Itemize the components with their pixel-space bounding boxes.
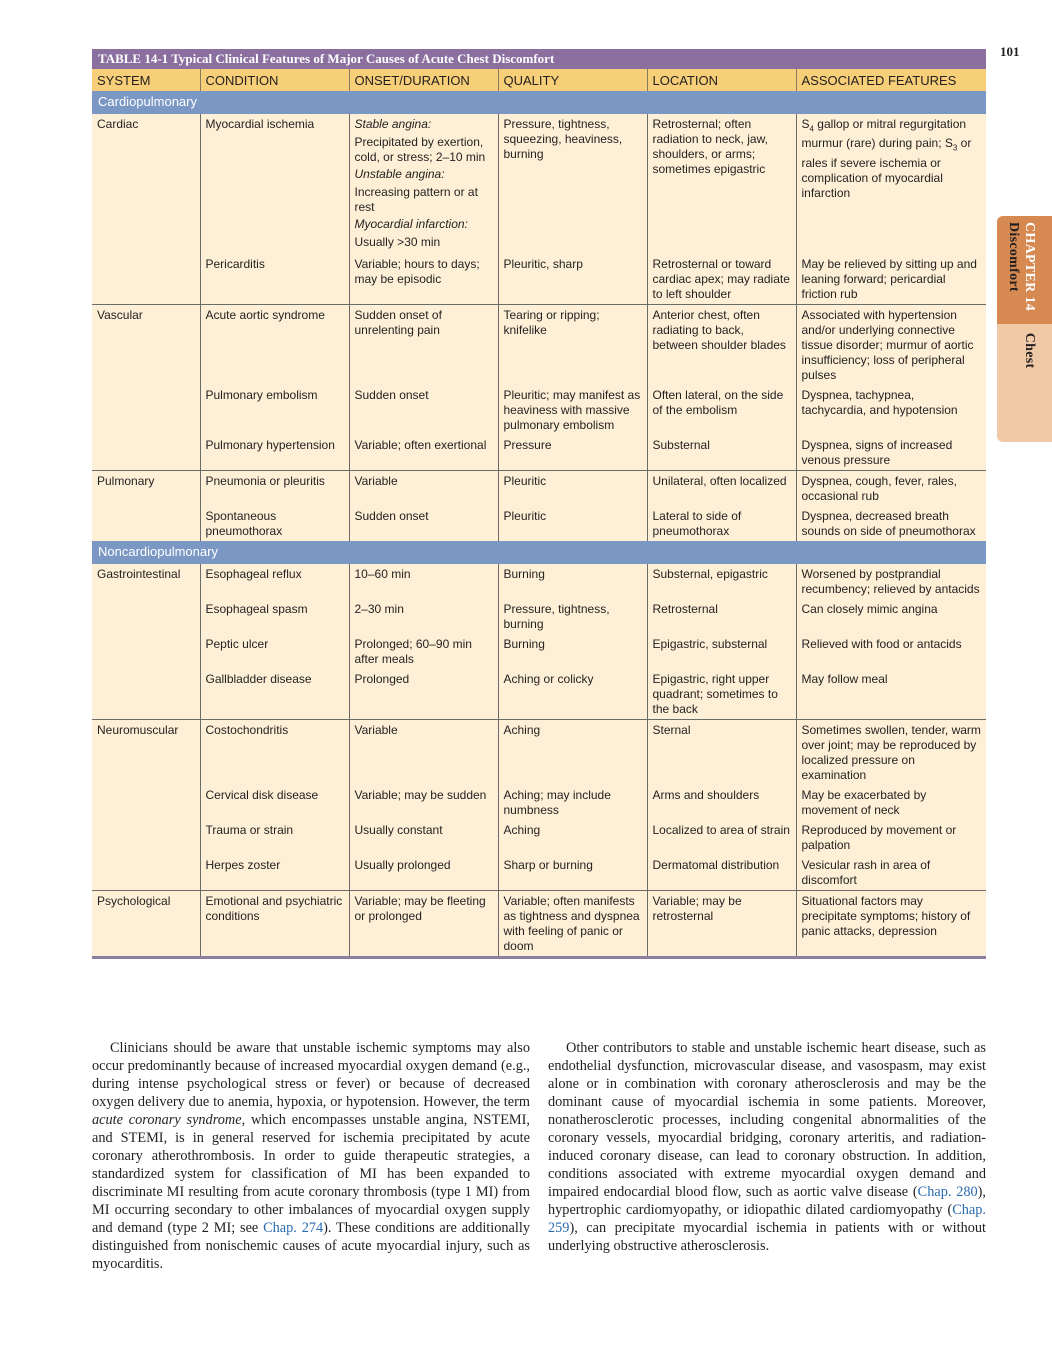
cell-condition: Herpes zoster [200, 855, 349, 891]
cell-system [92, 820, 200, 855]
cell-onset: Prolonged; 60–90 min after meals [349, 634, 498, 669]
section-label: Noncardiopulmonary [92, 541, 986, 564]
cell-quality: Aching [498, 720, 647, 786]
clinical-features-table [92, 49, 986, 959]
cell-onset: Variable; may be fleeting or prolonged [349, 891, 498, 958]
cell-onset: Prolonged [349, 669, 498, 720]
cell-condition: Cervical disk disease [200, 785, 349, 820]
cell-condition: Pericarditis [200, 254, 349, 305]
cell-quality: Pleuritic, sharp [498, 254, 647, 305]
cell-condition: Pulmonary hypertension [200, 435, 349, 471]
unstable-angina-text: Increasing pattern or at rest [354, 185, 478, 214]
cell-quality: Pressure [498, 435, 647, 471]
s4-text: S [801, 117, 810, 131]
s3-subscript: 3 [952, 143, 958, 153]
cell-associated: Vesicular rash in area of discomfort [796, 855, 986, 891]
cell-condition: Emotional and psychiatric conditions [200, 891, 349, 958]
left-text-2: , which encompasses unstable angina, NSTEMI, and STEMI, is in general reserved for ischemia precipitated by acute coronary atherothrombosis. In order to guide therapeutic strategies, a standardized system for classification of MI has been expanded to discriminate MI resulting from acute coronary thrombosis (type 1 MI) from MI occurring secondary to other imbalances of myocardial oxygen supply and demand (type 2 MI; see [92, 1112, 530, 1236]
chapter-title: Chest Discomfort [1006, 222, 1037, 369]
cell-associated: May be exacerbated by movement of neck [796, 785, 986, 820]
cell-associated: Dyspnea, signs of increased venous pressure [796, 435, 986, 471]
body-left-column [92, 1039, 530, 1273]
header-onset: ONSET/DURATION [349, 69, 498, 91]
cell-location: Substernal [647, 435, 796, 471]
cell-location: Substernal, epigastric [647, 564, 796, 599]
chapter-side-tab [997, 216, 1052, 442]
cell-quality: Tearing or ripping; knifelike [498, 305, 647, 386]
table-row [92, 599, 986, 634]
right-text-1: Other contributors to stable and unstable ischemic heart disease, such as endothelial dysfunction, microvascular disease, and vasospasm, may exist alone or in combination with coronary atherosclerosis and may be the dominant cause of myocardial ischemia in some patients. Moreover, nonatherosclerotic processes, including congenital abnormalities of the coronary vessels, myocardial bridging, coronary arteritis, and radiation-induced coronary disease, can lead to coronary obstruction. In addition, conditions associated with extreme myocardial oxygen demand and impaired endocardial blood flow, such as aortic valve disease ( [548, 1040, 986, 1200]
table-row [92, 634, 986, 669]
cell-system [92, 634, 200, 669]
cell-onset: Sudden onset [349, 506, 498, 541]
left-emphasis: acute coronary syndrome [92, 1112, 242, 1128]
cell-associated: Dyspnea, decreased breath sounds on side of pneumothorax [796, 506, 986, 541]
cell-system [92, 669, 200, 720]
left-text-1: Clinicians should be aware that unstable ischemic symptoms may also occur predominantly because of increased myocardial oxygen demand (e.g., during intense psychological stress or fever) or because of decreased oxygen delivery due to anemia, hypoxia, or hypotension. However, the term [92, 1040, 530, 1110]
cell-system [92, 385, 200, 435]
cell-condition: Spontaneous pneumothorax [200, 506, 349, 541]
cell-quality: Pressure, tightness, squeezing, heaviness, burning [498, 114, 647, 254]
cell-onset: Variable [349, 720, 498, 786]
cell-quality: Burning [498, 634, 647, 669]
cell-location: Retrosternal or toward cardiac apex; may radiate to left shoulder [647, 254, 796, 305]
cell-system [92, 435, 200, 471]
cell-location: Often lateral, on the side of the embolism [647, 385, 796, 435]
table-row [92, 820, 986, 855]
left-text-3: ). These conditions are additionally distinguished from nonischemic causes of acute myocardial injury, such as myocarditis. [92, 1220, 530, 1272]
chapter-link-274[interactable]: Chap. 274 [263, 1220, 324, 1236]
table-row [92, 785, 986, 820]
cell-associated: Can closely mimic angina [796, 599, 986, 634]
cell-quality: Pleuritic [498, 506, 647, 541]
cell-location: Arms and shoulders [647, 785, 796, 820]
cell-condition: Peptic ulcer [200, 634, 349, 669]
stable-angina-label: Stable angina: [354, 117, 432, 131]
mi-label: Myocardial infarction: [354, 217, 468, 231]
cell-condition: Gallbladder disease [200, 669, 349, 720]
cell-system [92, 599, 200, 634]
cell-location: Anterior chest, often radiating to back, between shoulder blades [647, 305, 796, 386]
cell-location: Unilateral, often localized [647, 471, 796, 507]
cell-onset: 10–60 min [349, 564, 498, 599]
cell-location: Epigastric, substernal [647, 634, 796, 669]
cell-condition: Esophageal spasm [200, 599, 349, 634]
right-text-2: ), hypertrophic cardiomyopathy, or idiopathic dilated cardiomyopathy ( [548, 1184, 987, 1218]
table-row [92, 669, 986, 720]
cell-system: Gastrointestinal [92, 564, 200, 599]
cell-associated: Sometimes swollen, tender, warm over joint; may be reproduced by localized pressure on examination [796, 720, 986, 786]
table-row [92, 891, 986, 958]
cell-onset: Variable; often exertional [349, 435, 498, 471]
cell-quality: Aching [498, 820, 647, 855]
mi-text: Usually >30 min [354, 235, 441, 249]
table-row [92, 564, 986, 599]
cell-quality: Sharp or burning [498, 855, 647, 891]
table-row [92, 385, 986, 435]
cell-quality: Pressure, tightness, burning [498, 599, 647, 634]
cell-system: Vascular [92, 305, 200, 386]
cell-condition: Pneumonia or pleuritis [200, 471, 349, 507]
cell-associated: Situational factors may precipitate symptoms; history of panic attacks, depression [796, 891, 986, 958]
table-row [92, 114, 986, 254]
cell-location: Sternal [647, 720, 796, 786]
cell-associated: Associated with hypertension and/or underlying connective tissue disorder; murmur of aortic insufficiency; loss of peripheral pulses [796, 305, 986, 386]
stable-angina-text: Precipitated by exertion, cold, or stress; 2–10 min [354, 135, 486, 164]
cell-system: Cardiac [92, 114, 200, 254]
table-row [92, 720, 986, 786]
header-associated: ASSOCIATED FEATURES [796, 69, 986, 91]
cell-associated: Worsened by postprandial recumbency; relieved by antacids [796, 564, 986, 599]
unstable-angina-label: Unstable angina: [354, 167, 445, 181]
page-number: 101 [1000, 44, 1020, 59]
table-row [92, 506, 986, 541]
header-location: LOCATION [647, 69, 796, 91]
cell-condition: Pulmonary embolism [200, 385, 349, 435]
section-row-noncardiopulmonary [92, 541, 986, 564]
assoc-end-text: or rales if severe ischemia or complication of myocardial infarction [801, 136, 972, 200]
cell-associated: May follow meal [796, 669, 986, 720]
chapter-link-259[interactable]: Chap. 259 [548, 1202, 986, 1236]
cell-associated: Relieved with food or antacids [796, 634, 986, 669]
cell-quality: Aching; may include numbness [498, 785, 647, 820]
cell-system [92, 506, 200, 541]
section-row-cardiopulmonary [92, 91, 986, 114]
header-condition: CONDITION [200, 69, 349, 91]
cell-system: Psychological [92, 891, 200, 958]
right-text-3: ), can precipitate myocardial ischemia in patients with or without underlying obstructive atherosclerosis. [548, 1220, 986, 1254]
table-row [92, 471, 986, 507]
cell-associated: May be relieved by sitting up and leaning forward; pericardial friction rub [796, 254, 986, 305]
table-row [92, 435, 986, 471]
cell-location: Epigastric, right upper quadrant; sometimes to the back [647, 669, 796, 720]
cell-onset: Variable; hours to days; may be episodic [349, 254, 498, 305]
cell-onset: Variable [349, 471, 498, 507]
table-title: TABLE 14-1 Typical Clinical Features of Major Causes of Acute Chest Discomfort [92, 49, 986, 69]
header-quality: QUALITY [498, 69, 647, 91]
cell-system [92, 254, 200, 305]
table-row [92, 305, 986, 386]
cell-system [92, 855, 200, 891]
table-row [92, 855, 986, 891]
cell-quality: Burning [498, 564, 647, 599]
cell-onset: Usually constant [349, 820, 498, 855]
cell-system: Pulmonary [92, 471, 200, 507]
cell-location: Dermatomal distribution [647, 855, 796, 891]
cell-onset: Usually prolonged [349, 855, 498, 891]
chapter-link-280[interactable]: Chap. 280 [917, 1184, 978, 1200]
cell-onset: Variable; may be sudden [349, 785, 498, 820]
chapter-label: CHAPTER 14 [1022, 222, 1037, 311]
cell-system: Neuromuscular [92, 720, 200, 786]
cell-onset: Sudden onset of unrelenting pain [349, 305, 498, 386]
cell-onset: Sudden onset [349, 385, 498, 435]
cell-condition: Acute aortic syndrome [200, 305, 349, 386]
section-label: Cardiopulmonary [92, 91, 986, 114]
cell-associated [796, 114, 986, 254]
cell-onset [349, 114, 498, 254]
cell-associated: Dyspnea, cough, fever, rales, occasional rub [796, 471, 986, 507]
cell-location: Localized to area of strain [647, 820, 796, 855]
cell-system [92, 785, 200, 820]
cell-condition: Costochondritis [200, 720, 349, 786]
cell-location: Retrosternal; often radiation to neck, jaw, shoulders, or arms; sometimes epigastric [647, 114, 796, 254]
cell-quality: Pleuritic; may manifest as heaviness with massive pulmonary embolism [498, 385, 647, 435]
table-row [92, 254, 986, 305]
cell-onset: 2–30 min [349, 599, 498, 634]
assoc-mid-text: gallop or mitral regurgitation murmur (rare) during pain; S [801, 117, 967, 151]
s4-subscript: 4 [809, 124, 814, 134]
cell-location: Lateral to side of pneumothorax [647, 506, 796, 541]
cell-condition: Esophageal reflux [200, 564, 349, 599]
header-system: SYSTEM [92, 69, 200, 91]
cell-quality: Pleuritic [498, 471, 647, 507]
cell-location: Retrosternal [647, 599, 796, 634]
cell-associated: Dyspnea, tachypnea, tachycardia, and hypotension [796, 385, 986, 435]
cell-location: Variable; may be retrosternal [647, 891, 796, 958]
table-header-row [92, 69, 986, 91]
chapter-tab-text [1005, 222, 1037, 442]
cell-condition: Myocardial ischemia [200, 114, 349, 254]
cell-associated: Reproduced by movement or palpation [796, 820, 986, 855]
cell-quality: Variable; often manifests as tightness and dyspnea with feeling of panic or doom [498, 891, 647, 958]
cell-quality: Aching or colicky [498, 669, 647, 720]
body-right-column [548, 1039, 986, 1255]
cell-condition: Trauma or strain [200, 820, 349, 855]
